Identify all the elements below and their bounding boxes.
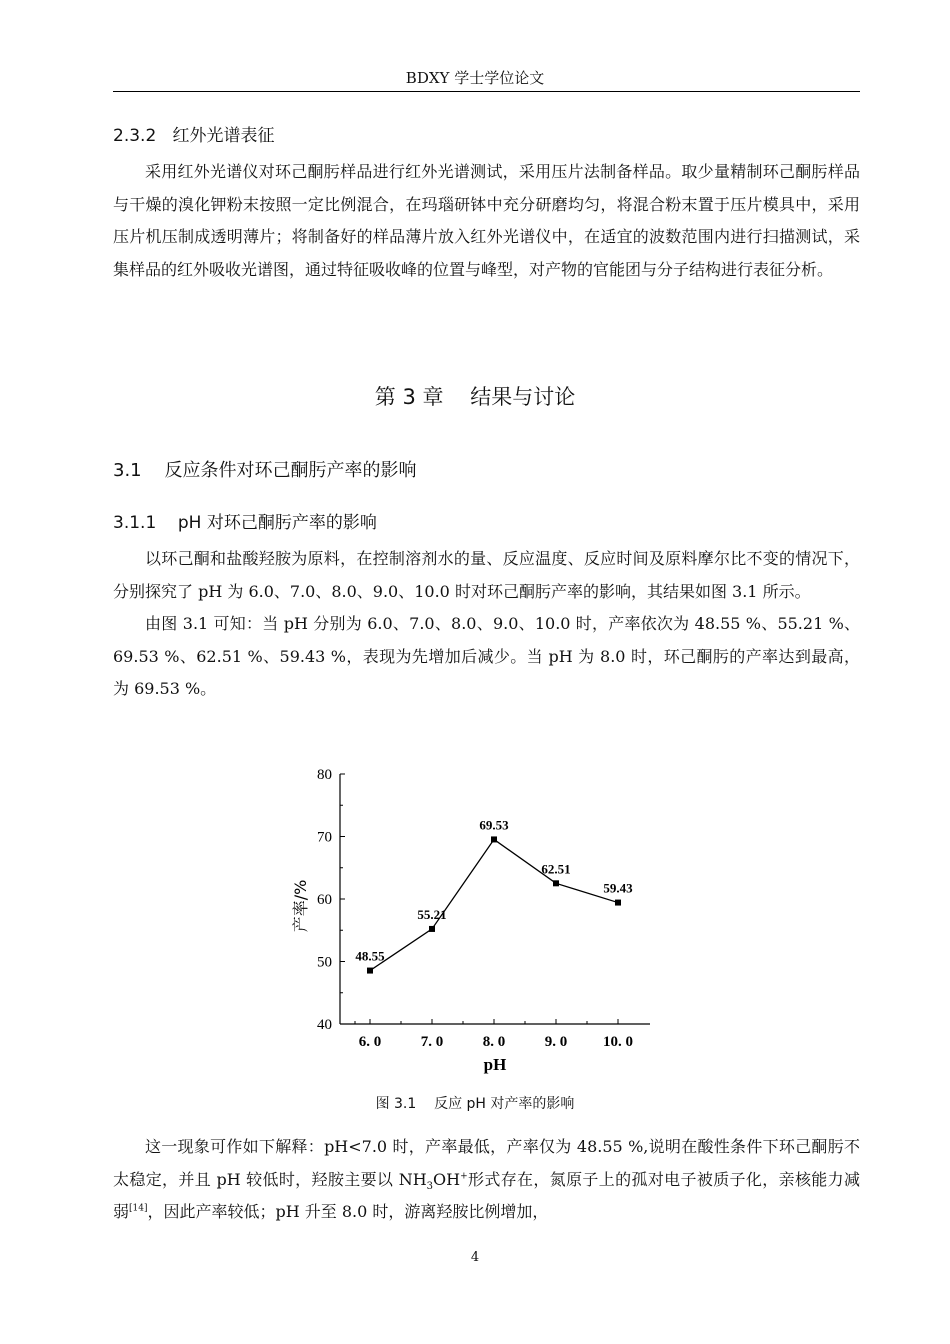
chart-axes (340, 774, 650, 1024)
explanation-end: ，因此产率较低；pH 升至 8.0 时，游离羟胺比例增加， (147, 1202, 549, 1221)
subscript-3: 3 (426, 1180, 434, 1192)
data-point-marker (367, 968, 373, 974)
superscript-plus: + (460, 1171, 468, 1182)
explanation-text (113, 1131, 860, 1229)
page-number: 4 (470, 1250, 480, 1265)
y-tick-label: 60 (317, 892, 332, 908)
x-axis-label: pH (483, 1055, 507, 1074)
data-label: 59.43 (603, 880, 633, 896)
explanation-oh: OH (433, 1169, 461, 1189)
data-point-marker (553, 880, 559, 886)
section-heading-3-1-1: 3.1.1 pH 对环己酮肟产率的影响 (113, 513, 377, 533)
paragraph-text: 采用红外光谱仪对环己酮肟样品进行红外光谱测试，采用压片法制备样品。取少量精制环己酮肟样品与干燥的溴化钾粉末按照一定比例混合，在玛瑙研钵中充分研磨均匀，将混合粉末置于压片模具中，采用压片机压制成透明薄片；将制备好的样品薄片放入红外光谱仪中，在适宜的波数范围内进行扫描测试，采集样品的红外吸收光谱图，通过特征吸收峰的位置与峰型，对产物的官能团与分子结构进行表征分析。 (113, 162, 860, 279)
section-heading-2-3-2: 2.3.2 红外光谱表征 (113, 126, 275, 146)
y-tick-label: 40 (317, 1017, 332, 1033)
series-line (370, 839, 618, 970)
citation-reference: [14] (129, 1203, 148, 1214)
data-point-marker (491, 836, 497, 842)
ph-yield-chart (280, 760, 680, 1080)
running-header: BDXY 学士学位论文 (405, 69, 545, 87)
data-point-marker (615, 900, 621, 906)
header-rule (113, 91, 860, 92)
explanation-paragraph (113, 1131, 860, 1229)
ph-paragraph-1: 以环己酮和盐酸羟胺为原料，在控制溶剂水的量、反应温度、反应时间及原料摩尔比不变的情况下，分别探究了 pH 为 6.0、7.0、8.0、9.0、10.0 时对环己酮肟产率的影响，其结果如图 3.1 所示。 (113, 549, 860, 601)
data-label: 55.21 (417, 906, 447, 922)
figure-caption: 图 3.1 反应 pH 对产率的影响 (375, 1096, 575, 1112)
data-label: 69.53 (479, 817, 509, 833)
x-tick-label: 10. 0 (603, 1034, 633, 1050)
y-tick-label: 70 (317, 829, 332, 846)
chart-ticks (317, 767, 633, 1050)
data-point-marker (429, 926, 435, 932)
infrared-paragraph (113, 156, 860, 286)
chart-series (355, 817, 633, 973)
x-tick-label: 7. 0 (420, 1034, 444, 1050)
x-tick-label: 6. 0 (358, 1034, 382, 1050)
y-tick-label: 80 (317, 767, 332, 783)
section-heading-3-1: 3.1 反应条件对环己酮肟产率的影响 (113, 460, 417, 481)
ph-paragraph-2: 由图 3.1 可知：当 pH 分别为 6.0、7.0、8.0、9.0、10.0 时，产率依次为 48.55 %、55.21 %、69.53 %、62.51 %、59.43 %，表现为先增加后减少。当 pH 为 8.0 时，环己酮肟的产率达到最高，为 69.53 %。 (113, 614, 860, 698)
x-tick-label: 8. 0 (482, 1034, 506, 1050)
chapter-title: 第 3 章 结果与讨论 (374, 385, 576, 409)
explanation-start: 这一现象可作如下解释：pH<7.0 时，产率最低，产率仅为 48.55 %,说明在酸性条件下环己酮肟不太稳定，并且 pH 较低时，羟胺主要以 NH (113, 1137, 860, 1189)
ph-paragraphs (113, 543, 860, 706)
data-label: 62.51 (541, 861, 571, 877)
x-tick-label: 9. 0 (544, 1034, 568, 1050)
y-axis-label: 产率/% (291, 879, 310, 933)
y-tick-label: 50 (317, 954, 332, 971)
data-label: 48.55 (355, 948, 385, 964)
explanation-middle: 形式存在，氮原子上的孤对电子被质子化，亲核能力减弱 (113, 1169, 860, 1221)
